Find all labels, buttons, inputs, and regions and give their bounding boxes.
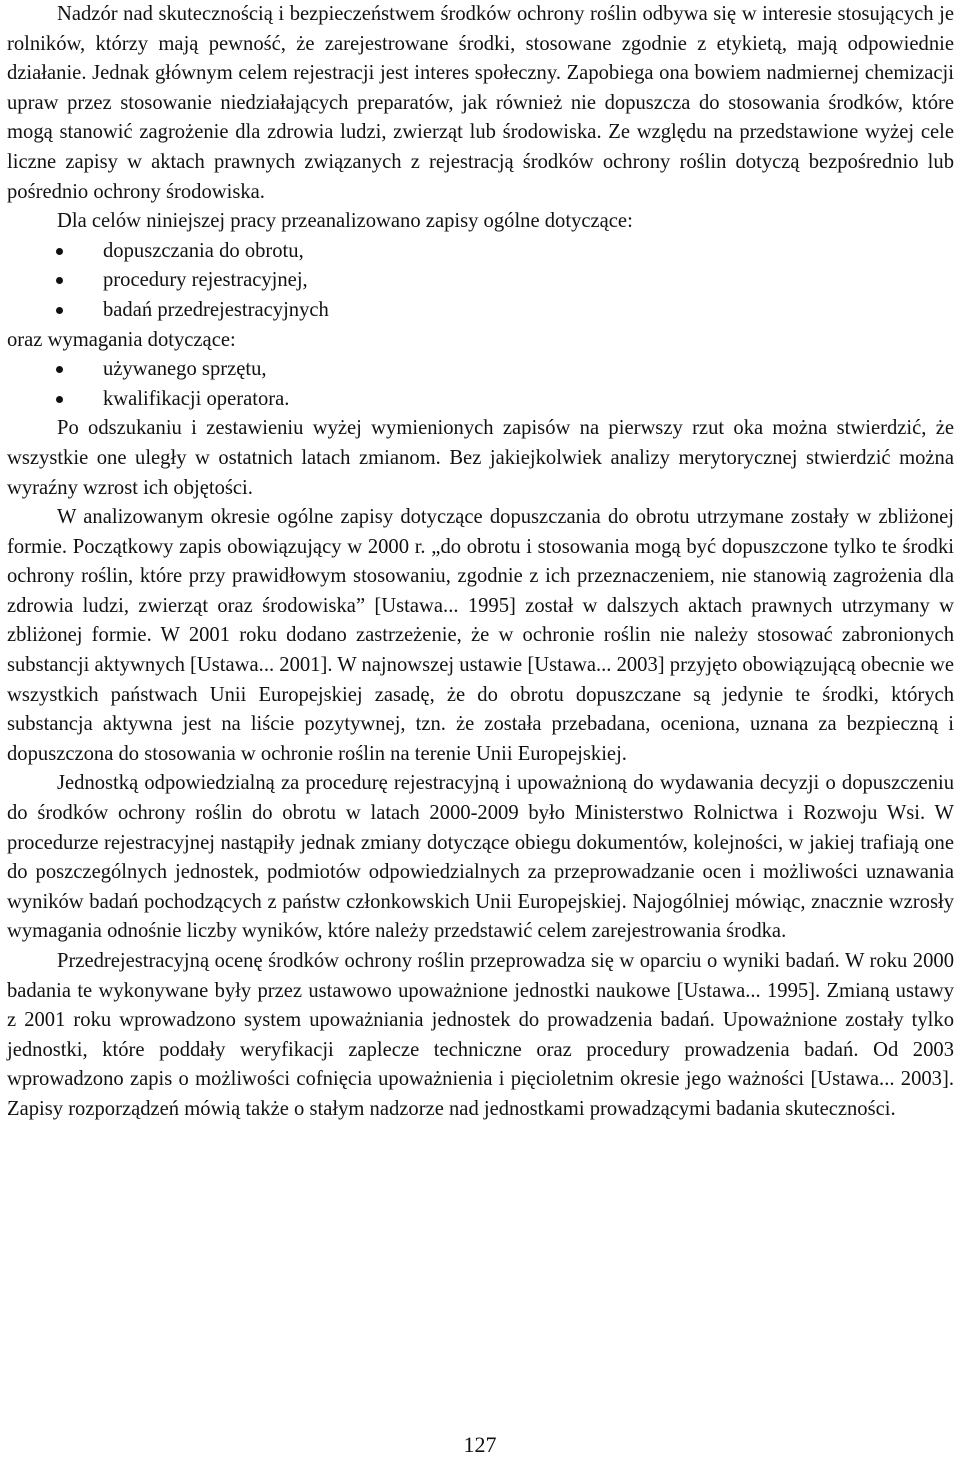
list-item: badań przedrejestracyjnych xyxy=(7,296,954,326)
bullet-icon xyxy=(56,307,63,314)
bullet-icon xyxy=(56,277,63,284)
requirements-line: oraz wymagania dotyczące: xyxy=(7,328,236,351)
intro-line: Dla celów niniejszej pracy przeanalizowano zapisy ogólne dotyczące: xyxy=(57,210,633,233)
list-item: procedury rejestracyjnej, xyxy=(7,266,954,296)
document-page xyxy=(7,0,954,1125)
list-item: kwalifikacji operatora. xyxy=(7,385,954,415)
paragraph-market-admission: W analizowanym okresie ogólne zapisy dotyczące dopuszczania do obrotu utrzymane zostały w zbliżonej formie. Początkowy zapis obowiązujący w 2000 r. „do obrotu i stosowania mogą być dopuszczone tylko te środki ochrony roślin, które przy prawidłowym stosowaniu, zgodnie z ich przeznaczeniem, nie stanowią zagrożenia dla zdrowia ludzi, zwierząt oraz środowiska” [Ustawa... 1995] został w dalszych aktach prawnych utrzymany w zbliżonej formie. W 2001 roku dodano zastrzeżenie, że w ochronie roślin nie należy stosować zabronionych substancji aktywnych [Ustawa... 2001]. W najnowszej ustawie [Ustawa... 2003] przyjęto obowiązującą obecnie we wszystkich państwach Unii Europejskiej zasadę, że do obrotu dopuszczane są jedynie te środki, których substancja aktywna jest na liście pozytywnej, tzn. że została przebadana, oceniona, uznana za bezpieczną i dopuszczona do stosowania w ochronie roślin na terenie Unii Europejskiej. xyxy=(7,506,954,765)
list-item: dopuszczania do obrotu, xyxy=(7,237,954,267)
list-general-provisions xyxy=(7,237,954,326)
bullet-icon xyxy=(56,248,63,255)
bullet-icon xyxy=(56,366,63,373)
paragraph-changes: Po odszukaniu i zestawieniu wyżej wymienionych zapisów na pierwszy rzut oka można stwierdzić, że wszystkie one uległy w ostatnich latach zmianom. Bez jakiejkolwiek analizy merytorycznej stwierdzić można wyraźny wzrost ich objętości. xyxy=(7,417,954,499)
page-number: 127 xyxy=(463,1432,497,1457)
bullet-icon xyxy=(56,396,63,403)
list-requirements xyxy=(7,355,954,414)
list-item: używanego sprzętu, xyxy=(7,355,954,385)
paragraph-pre-registration: Przedrejestracyjną ocenę środków ochrony roślin przeprowadza się w oparciu o wyniki badań. W roku 2000 badania te wykonywane były przez ustawowo upoważnione jednostki naukowe [Ustawa... 1995]. Zmianą ustawy z 2001 roku wprowadzono system upoważniania jednostek do prowadzenia badań. Upoważnione zostały tylko jednostki, które poddały weryfikacji zaplecze techniczne oraz procedury prowadzenia badań. Od 2003 wprowadzono zapis o możliwości cofnięcia upoważnienia i pięcioletnim okresie jego ważności [Ustawa... 2003]. Zapisy rozporządzeń mówią także o stałym nadzorze nad jednostkami prowadzącymi badania skuteczności. xyxy=(7,950,954,1120)
paragraph-registration-authority: Jednostką odpowiedzialną za procedurę rejestracyjną i upoważnioną do wydawania decyzji o dopuszczeniu do środków ochrony roślin do obrotu w latach 2000-2009 było Ministerstwo Rolnictwa i Rozwoju Wsi. W procedurze rejestracyjnej nastąpiły jednak zmiany dotyczące obiegu dokumentów, kolejności, w jakiej trafiają one do poszczególnych jednostek, podmiotów odpowiedzialnych za przeprowadzanie ocen i możliwości uznawania wyników badań pochodzących z państw członkowskich Unii Europejskiej. Najogólniej mówiąc, znacznie wzrosły wymagania odnośnie liczby wyników, które należy przedstawić celem zarejestrowania środka. xyxy=(7,772,954,943)
paragraph-registration-purpose: Nadzór nad skutecznością i bezpieczeństwem środków ochrony roślin odbywa się w interesie stosujących je rolników, którzy mają pewność, że zarejestrowane środki, stosowane zgodnie z etykietą, mają odpowiednie działanie. Jednak głównym celem rejestracji jest interes społeczny. Zapobiega ona bowiem nadmiernej chemizacji upraw przez stosowanie niedziałających preparatów, jak również nie dopuszcza do stosowania środków, które mogą stanowić zagrożenie dla zdrowia ludzi, zwierząt lub środowiska. Ze względu na przedstawione wyżej cele liczne zapisy w aktach prawnych związanych z rejestracją środków ochrony roślin dotyczą bezpośrednio lub pośrednio ochrony środowiska. xyxy=(7,3,954,203)
